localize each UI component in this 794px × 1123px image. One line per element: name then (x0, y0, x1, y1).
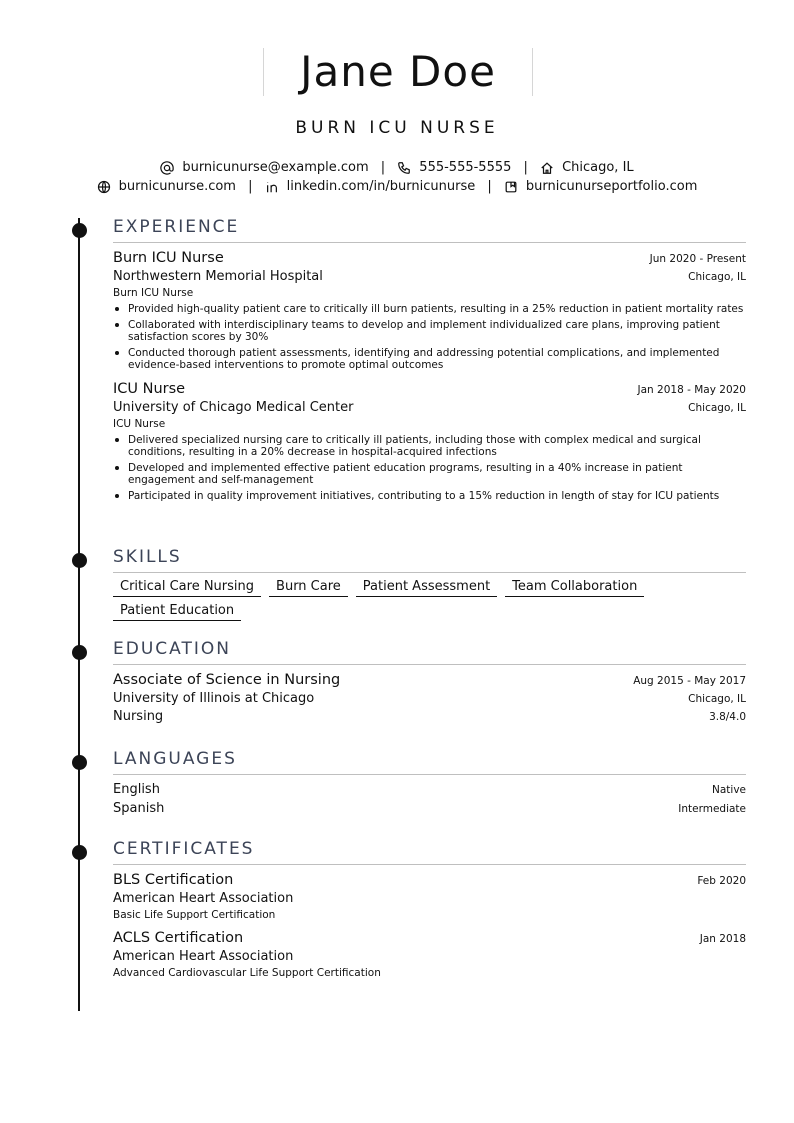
language-level: Intermediate (678, 803, 746, 815)
job-title: ICU Nurse (113, 381, 186, 397)
certificate-description: Basic Life Support Certification (113, 909, 276, 921)
contact-row-2 (0, 179, 794, 194)
job-entry (113, 381, 746, 502)
certificate-entry (113, 930, 746, 979)
job-employer: Northwestern Memorial Hospital (113, 269, 323, 284)
bullet-item: Participated in quality improvement initiatives, contributing to a 15% reduction in length of stay for ICU patients (113, 490, 746, 502)
location-text: Chicago, IL (562, 160, 634, 175)
timeline-dot-experience (72, 223, 87, 238)
portfolio-text: burnicunurseportfolio.com (525, 179, 698, 194)
skill-tag: Patient Assessment (356, 579, 497, 597)
school-name: University of Illinois at Chicago (113, 691, 315, 706)
job-subtitle: ICU Nurse (113, 418, 166, 430)
certificate-issuer: American Heart Association (113, 891, 294, 906)
portfolio-icon (504, 180, 518, 194)
separator: | (487, 179, 492, 194)
education-dates: Aug 2015 - May 2017 (633, 675, 746, 687)
language-name: Spanish (113, 801, 165, 816)
job-location: Chicago, IL (688, 402, 746, 414)
certificate-name: BLS Certification (113, 872, 234, 888)
bullet-item: Developed and implemented effective patient education programs, resulting in a 40% increase in patient engagement and self-management (113, 462, 746, 486)
skills-list (113, 579, 746, 621)
contact-email[interactable] (160, 160, 368, 175)
timeline-dot-education (72, 645, 87, 660)
timeline-dot-languages (72, 755, 87, 770)
certificate-entry (113, 872, 746, 921)
certificate-name: ACLS Certification (113, 930, 244, 946)
job-entry (113, 250, 746, 371)
bullet-item: Conducted thorough patient assessments, identifying and addressing potential complications, and implemented evidence-based interventions to promote optimal outcomes (113, 347, 746, 371)
linkedin-icon (265, 180, 279, 194)
certificates-section (113, 838, 746, 979)
email-text: burnicunurse@example.com (182, 160, 369, 175)
timeline-line (78, 218, 80, 1011)
contact-website[interactable] (97, 179, 236, 194)
certificate-description: Advanced Cardiovascular Life Support Certification (113, 967, 381, 979)
school-location: Chicago, IL (688, 693, 746, 705)
skills-section (113, 546, 746, 621)
job-bullets (113, 303, 746, 371)
language-list (113, 782, 746, 816)
certificate-date: Jan 2018 (699, 933, 746, 945)
experience-section (113, 216, 746, 506)
certificates-heading: CERTIFICATES (113, 838, 746, 865)
contact-phone[interactable] (397, 160, 511, 175)
timeline-dot-skills (72, 553, 87, 568)
timeline-dot-certificates (72, 845, 87, 860)
candidate-name: Jane Doe (300, 47, 496, 96)
skill-tag: Critical Care Nursing (113, 579, 261, 597)
experience-heading: EXPERIENCE (113, 216, 746, 243)
language-level: Native (712, 784, 746, 796)
education-section (113, 638, 746, 724)
certificate-date: Feb 2020 (697, 875, 746, 887)
bullet-item: Provided high-quality patient care to critically ill burn patients, resulting in a 25% reduction in patient mortality rates (113, 303, 746, 315)
bullet-item: Delivered specialized nursing care to critically ill patients, including those with complex medical and surgical conditions, resulting in a 20% decrease in hospital-acquired infections (113, 434, 746, 458)
separator: | (248, 179, 253, 194)
separator: | (523, 160, 528, 175)
job-title: Burn ICU Nurse (113, 250, 224, 266)
language-name: English (113, 782, 160, 797)
contact-location (540, 160, 634, 175)
home-icon (540, 161, 554, 175)
separator: | (380, 160, 386, 175)
certificate-issuer: American Heart Association (113, 949, 294, 964)
contact-linkedin[interactable] (265, 179, 476, 194)
phone-text: 555-555-5555 (419, 160, 512, 175)
languages-heading: LANGUAGES (113, 748, 746, 775)
gpa-value: 3.8/4.0 (709, 711, 746, 723)
name-frame (263, 48, 533, 96)
website-text: burnicunurse.com (118, 179, 236, 194)
phone-icon (397, 161, 411, 175)
bullet-item: Collaborated with interdisciplinary teams to develop and implement individualized care plans, improving patient satisfaction scores by 30% (113, 319, 746, 343)
contact-portfolio[interactable] (504, 179, 697, 194)
languages-section (113, 748, 746, 816)
job-employer: University of Chicago Medical Center (113, 400, 354, 415)
skill-tag: Team Collaboration (505, 579, 644, 597)
job-subtitle: Burn ICU Nurse (113, 287, 194, 299)
contact-row-1 (0, 160, 794, 175)
degree-name: Associate of Science in Nursing (113, 672, 341, 688)
education-heading: EDUCATION (113, 638, 746, 665)
globe-icon (97, 180, 111, 194)
education-entry (113, 672, 746, 724)
job-dates: Jun 2020 - Present (649, 253, 746, 265)
job-bullets (113, 434, 746, 502)
job-dates: Jan 2018 - May 2020 (637, 384, 746, 396)
skill-tag: Burn Care (269, 579, 348, 597)
skills-heading: SKILLS (113, 546, 746, 573)
skill-tag: Patient Education (113, 603, 241, 621)
job-location: Chicago, IL (688, 271, 746, 283)
field-of-study: Nursing (113, 709, 164, 724)
job-role-title: BURN ICU NURSE (295, 118, 499, 138)
linkedin-text: linkedin.com/in/burnicunurse (286, 179, 476, 194)
at-icon (160, 161, 174, 175)
